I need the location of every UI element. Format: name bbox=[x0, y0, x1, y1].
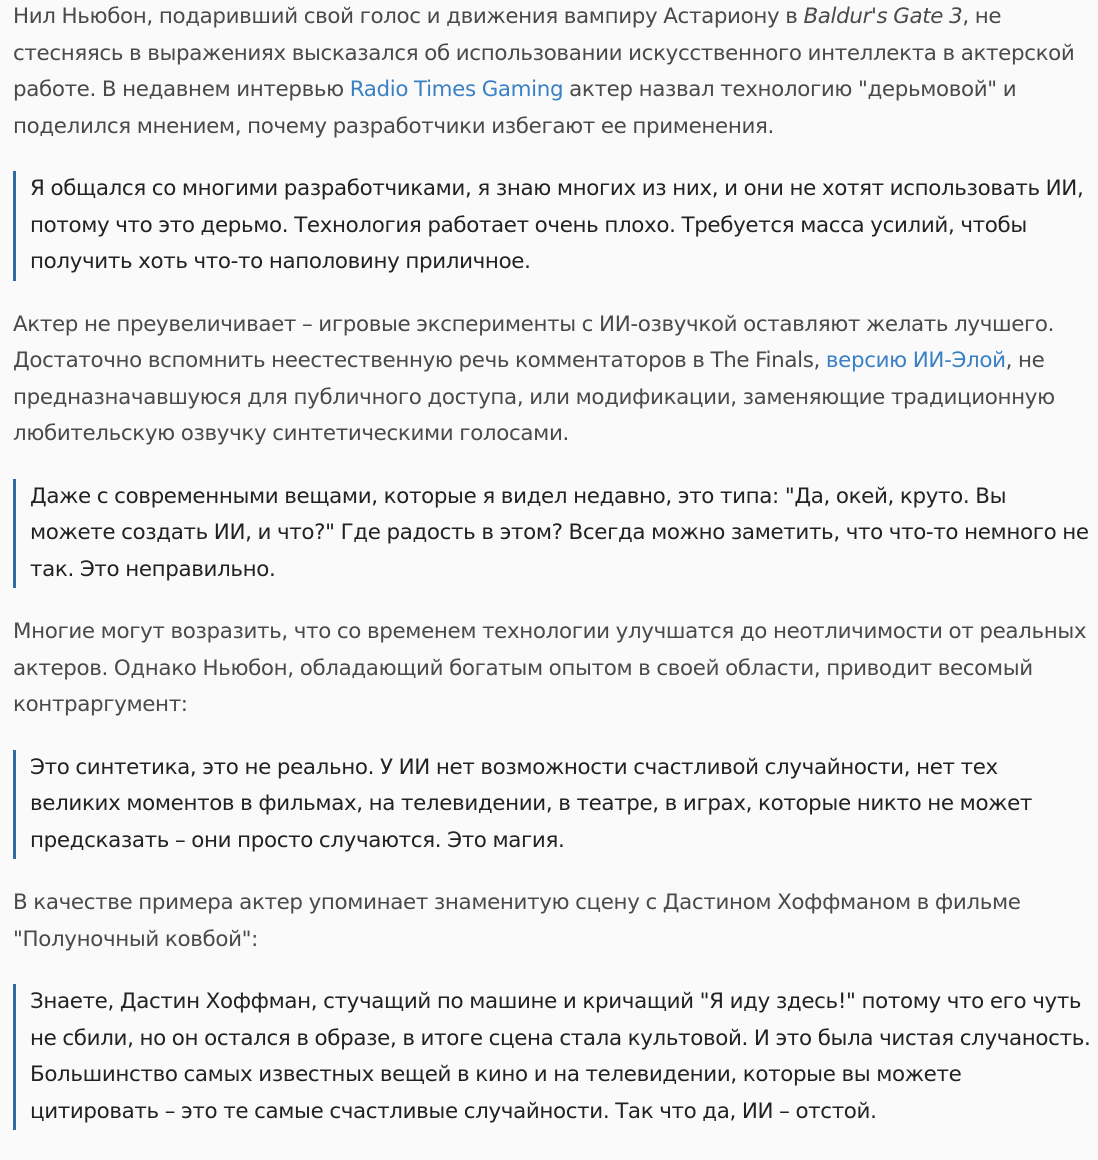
blockquote-dustin-hoffman bbox=[13, 984, 1092, 1130]
paragraph-ai-experiments-text-end: , не предназначавшуюся для публичного доступа, или модификации, заменяющие традиционную любительскую озвучку синтетическими голосами. bbox=[13, 348, 1055, 446]
paragraph-counterargument: Многие могут возразить, что со временем технологии улучшатся до неотличимости от реальных актеров. Однако Ньюбон, обладающий богатым опытом в своей области, приводит весомый контраргумент: bbox=[13, 619, 1087, 717]
paragraph-ai-experiments-text-start: Актер не преувеличивает – игровые эксперименты с ИИ-озвучкой оставляют желать лучшего. Достаточно вспомнить неестественную речь комментаторов в The Finals, bbox=[13, 311, 1055, 373]
ai-eloy-version-link[interactable]: версию ИИ-Элой bbox=[825, 348, 1006, 373]
paragraph-intro bbox=[13, 0, 1092, 145]
radio-times-gaming-link[interactable]: Radio Times Gaming bbox=[349, 77, 564, 102]
blockquote-developers-text: Я общался со многими разработчиками, я знаю многих из них, и они не хотят использовать ИИ, потому что это дерьмо. Технология работает очень плохо. Требуется масса усилий, чтобы получить хоть что-то наполовину приличное. bbox=[30, 176, 1084, 274]
paragraph-intro-text-end: актер назвал технологию "дерьмовой" и поделился мнением, почему разработчики избегают ее применения. bbox=[13, 77, 1017, 139]
paragraph-intro-text-start: Нил Ньюбон, подаривший свой голос и движения вампиру Астариону в bbox=[13, 4, 804, 29]
blockquote-synthetic-text: Это синтетика, это не реально. У ИИ нет возможности счастливой случайности, нет тех великих моментов в фильмах, на телевидении, в театре, в играх, которые никто не может предсказать – они просто случаются. Это магия. bbox=[30, 754, 1033, 853]
blockquote-dustin-hoffman-text: Знаете, Дастин Хоффман, стучащий по машине и кричащий "Я иду здесь!" потому что его чуть не сбили, но он остался в образе, в итоге сцена стала культовой. И это была чистая случаность. Большинство самых известных вещей в кино и на телевидении, которые вы можете цитировать – это те самые счастливые случайности. Так что да, ИИ – отстой. bbox=[30, 989, 1091, 1124]
blockquote-synthetic bbox=[13, 750, 1092, 860]
blockquote-modern-things bbox=[13, 479, 1092, 589]
paragraph-ai-experiments bbox=[13, 307, 1092, 453]
paragraph-intro-text-middle: , не стесняясь в выражениях высказался об использовании искусственного интеллекта в актерской работе. В недавнем интервью bbox=[13, 4, 1075, 102]
blockquote-developers bbox=[13, 171, 1092, 281]
blockquote-modern-things-text: Даже с современными вещами, которые я видел недавно, это типа: "Да, окей, круто. Вы можете создать ИИ, и что?" Где радость в этом? Всегда можно заметить, что что-то немного не так. Это неправильно. bbox=[30, 483, 1089, 582]
game-title: Baldur's Gate 3 bbox=[803, 4, 963, 29]
paragraph-midnight-cowboy: В качестве примера актер упоминает знаменитую сцену с Дастином Хоффманом в фильме "Полуночный ковбой": bbox=[13, 890, 1021, 952]
